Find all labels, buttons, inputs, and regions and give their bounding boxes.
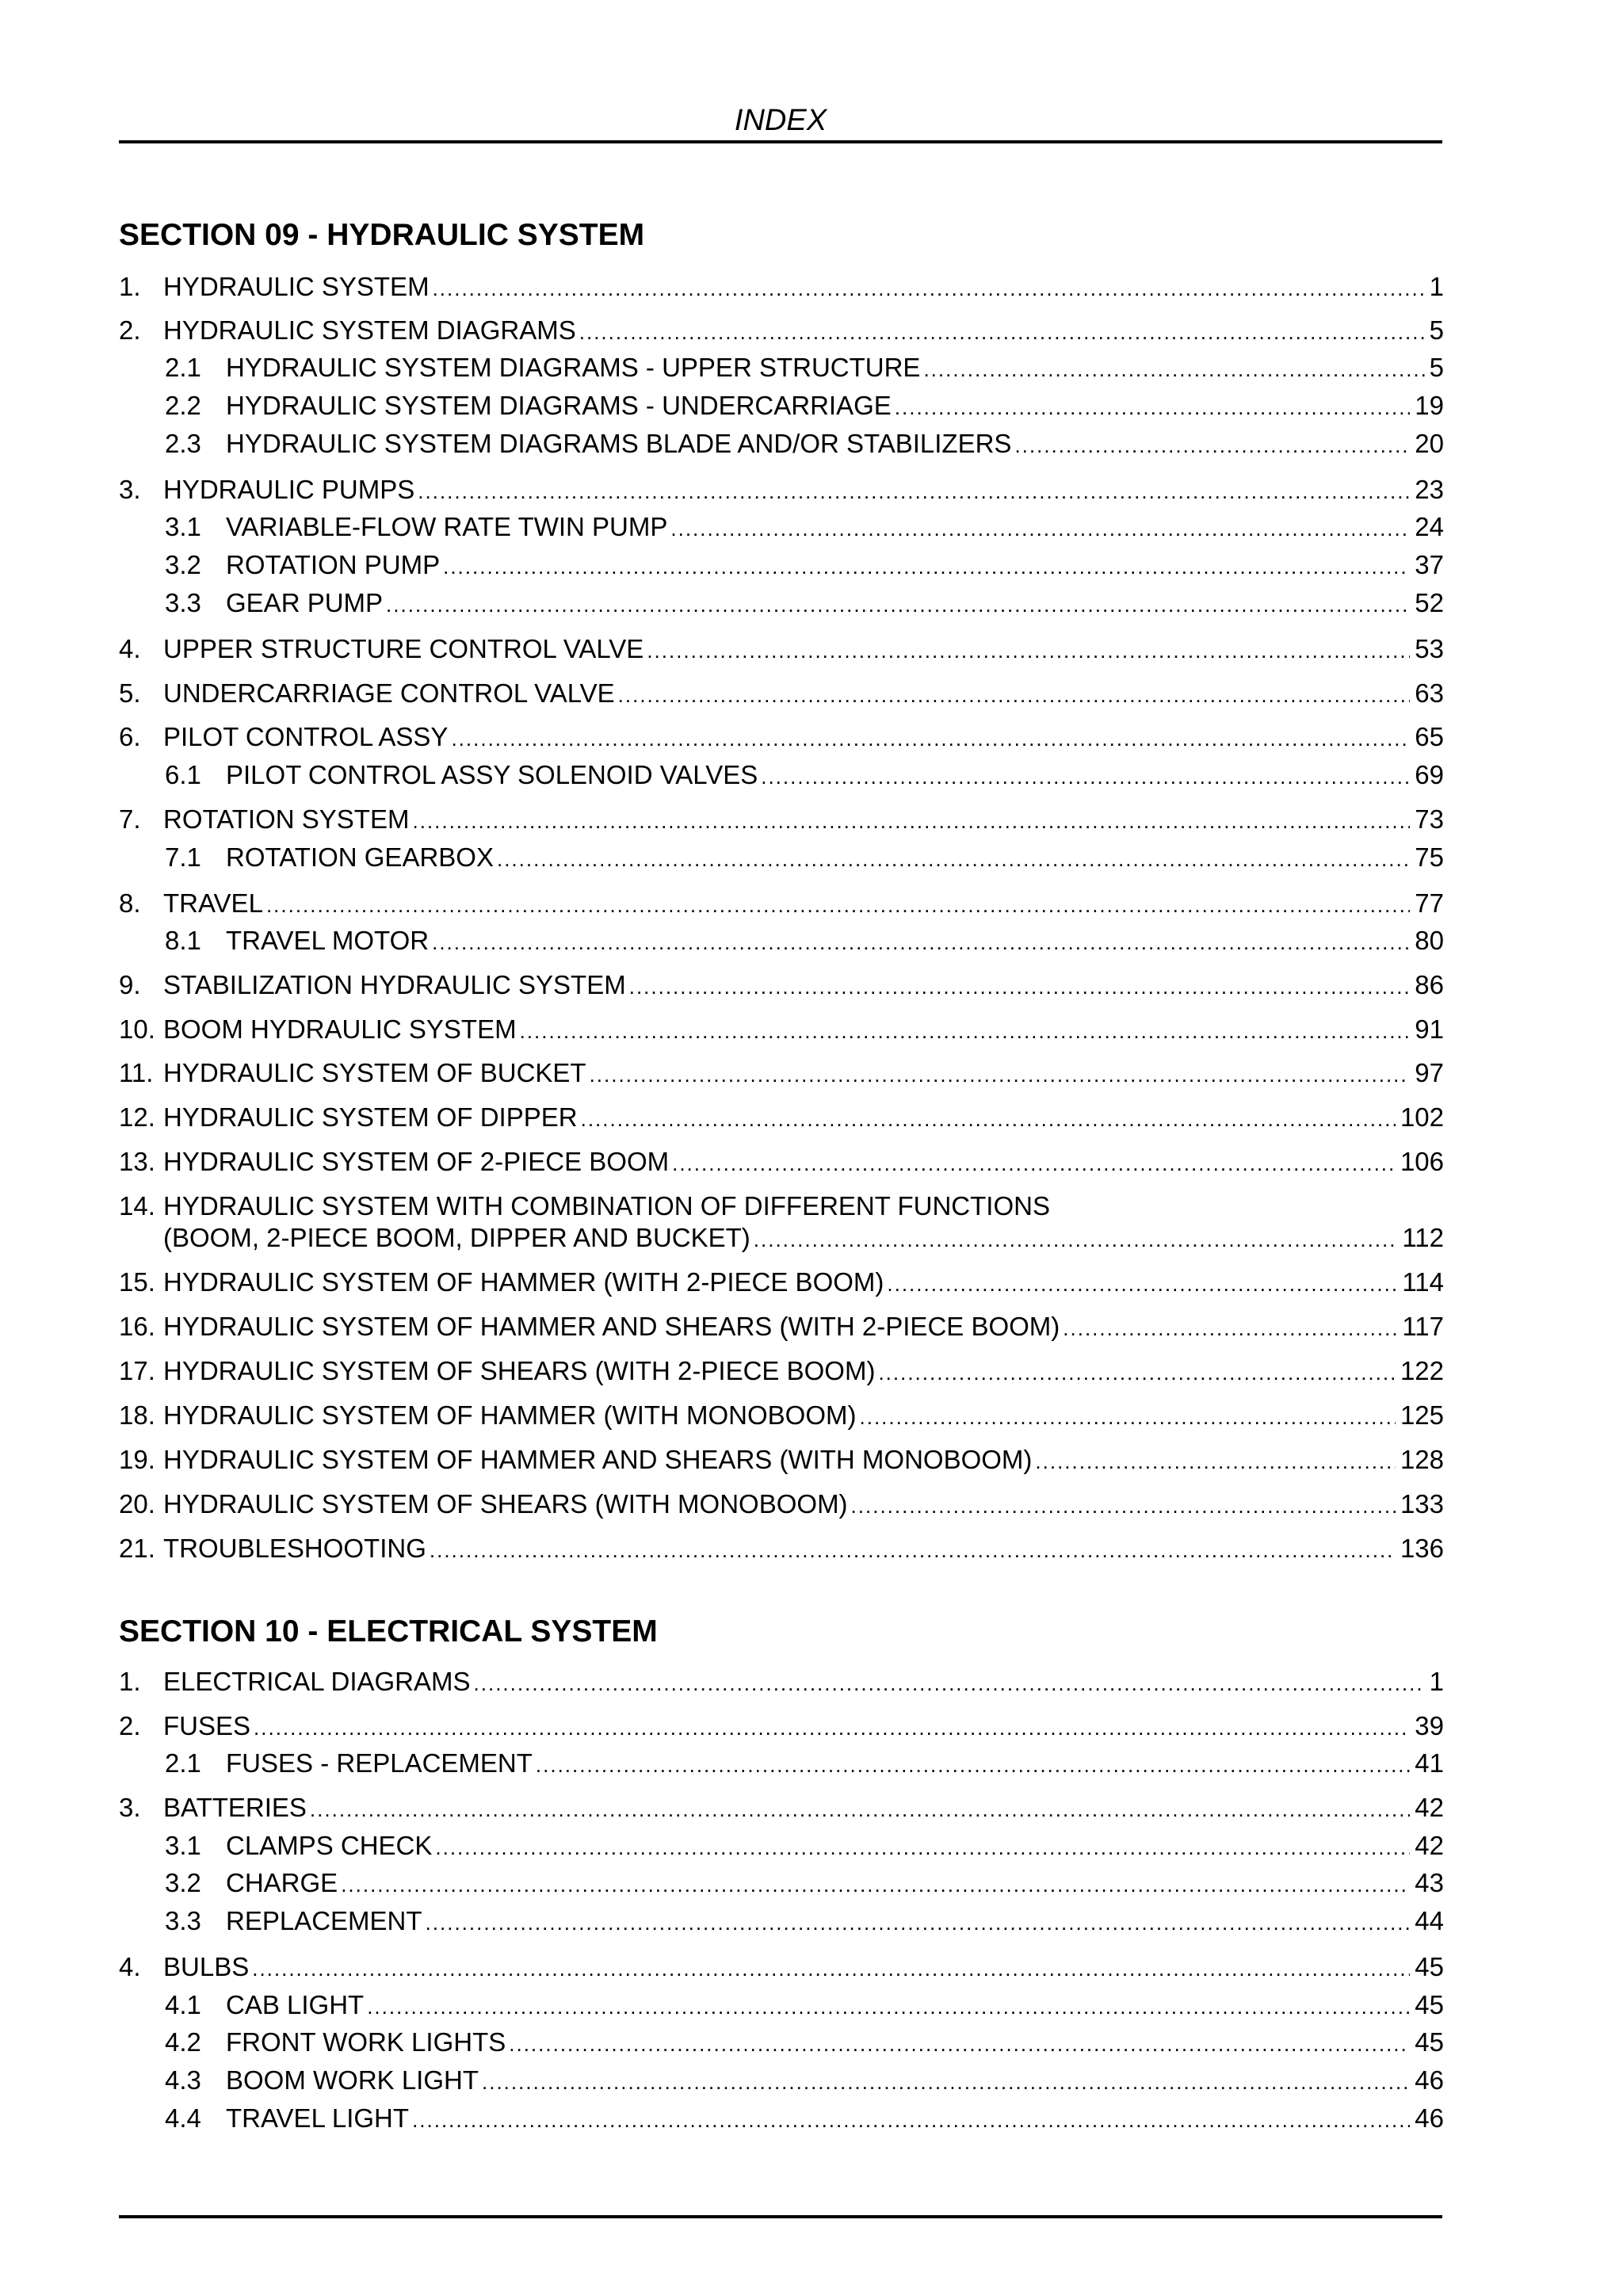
entry-title: HYDRAULIC SYSTEM DIAGRAMS - UNDERCARRIAGE	[226, 390, 895, 422]
toc-entry[interactable]	[0, 1311, 1623, 1343]
entry-number: 21.	[119, 1534, 155, 1563]
section-09-title: SECTION 09 - HYDRAULIC SYSTEM	[119, 218, 645, 252]
entry-page-number: 5	[1425, 315, 1444, 346]
dot-leader	[536, 1749, 1410, 1781]
entry-title: TRAVEL LIGHT	[226, 2103, 412, 2134]
entry-number: 3.	[119, 1793, 141, 1822]
entry-line	[226, 842, 1444, 875]
entry-line	[226, 587, 1444, 621]
entry-title: HYDRAULIC SYSTEM OF HAMMER (WITH MONOBOOM)	[163, 1400, 860, 1431]
toc-subentry[interactable]	[0, 587, 1623, 619]
dot-leader	[430, 1534, 1396, 1566]
entry-title: TROUBLESHOOTING	[163, 1533, 430, 1564]
entry-line	[163, 1146, 1444, 1179]
entry-line	[226, 511, 1444, 544]
entry-number: 1.	[119, 272, 141, 301]
entry-page-number: 122	[1396, 1355, 1444, 1387]
entry-number: 6.	[119, 722, 141, 751]
entry-page-number: 69	[1410, 759, 1444, 791]
entry-title: PILOT CONTROL ASSY SOLENOID VALVES	[226, 759, 761, 791]
toc-subentry[interactable]	[0, 925, 1623, 957]
dot-leader	[412, 805, 1410, 837]
entry-title: HYDRAULIC SYSTEM OF SHEARS (WITH 2-PIECE BOOM)	[163, 1355, 878, 1387]
dot-leader	[923, 353, 1424, 385]
entry-page-number: 45	[1410, 2027, 1444, 2058]
entry-line	[163, 1710, 1444, 1744]
toc-entry[interactable]	[0, 1102, 1623, 1133]
entry-title: CHARGE	[226, 1867, 341, 1899]
toc-entry[interactable]	[0, 271, 1623, 303]
entry-line	[163, 1222, 1444, 1255]
entry-page-number: 91	[1410, 1014, 1444, 1045]
entry-line	[163, 633, 1444, 667]
toc-entry[interactable]	[0, 1190, 1623, 1222]
toc-entry[interactable]	[0, 1951, 1623, 1983]
toc-entry[interactable]	[0, 1444, 1623, 1476]
entry-line	[226, 1989, 1444, 2023]
page-header-title: INDEX	[734, 104, 827, 137]
entry-page-number: 1	[1425, 1666, 1444, 1698]
toc-subentry[interactable]	[0, 2103, 1623, 2134]
toc-subentry[interactable]	[0, 1989, 1623, 2021]
entry-page-number: 5	[1425, 352, 1444, 384]
entry-title: HYDRAULIC SYSTEM WITH COMBINATION OF DIFFERENT FUNCTIONS	[163, 1191, 1050, 1221]
entry-number: 3.2	[165, 550, 201, 579]
entry-line	[163, 315, 1444, 348]
entry-number: 3.	[119, 475, 141, 504]
dot-leader	[761, 761, 1410, 793]
entry-number: 4.	[119, 634, 141, 663]
entry-title: HYDRAULIC SYSTEM OF HAMMER AND SHEARS (WITH MONOBOOM)	[163, 1444, 1035, 1476]
entry-line	[163, 1057, 1444, 1091]
toc-entry[interactable]	[0, 633, 1623, 665]
entry-page-number: 133	[1396, 1488, 1444, 1520]
entry-page-number: 42	[1410, 1792, 1444, 1824]
entry-number: 8.	[119, 888, 141, 918]
entry-page-number: 37	[1410, 549, 1444, 581]
toc-entry[interactable]	[0, 678, 1623, 709]
entry-line	[163, 474, 1444, 507]
entry-number: 2.2	[165, 391, 201, 420]
dot-leader	[497, 843, 1410, 875]
entry-page-number: 46	[1410, 2065, 1444, 2096]
entry-page-number: 75	[1410, 842, 1444, 873]
dot-leader	[509, 2028, 1410, 2060]
dot-leader	[887, 1268, 1397, 1300]
toc-subentry[interactable]	[0, 2065, 1623, 2096]
entry-number: 3.3	[165, 1906, 201, 1935]
toc-entry[interactable]	[0, 1057, 1623, 1089]
entry-title: HYDRAULIC SYSTEM OF BUCKET	[163, 1057, 590, 1089]
toc-entry[interactable]	[0, 969, 1623, 1001]
entry-number: 20.	[119, 1489, 155, 1519]
entry-line	[163, 969, 1444, 1003]
entry-number: 4.1	[165, 1990, 201, 2019]
dot-leader	[895, 392, 1411, 423]
entry-page-number: 86	[1410, 969, 1444, 1001]
dot-leader	[1035, 1446, 1396, 1477]
entry-number: 3.3	[165, 588, 201, 617]
entry-title: HYDRAULIC SYSTEM DIAGRAMS	[163, 315, 579, 346]
entry-page-number: 1	[1425, 271, 1444, 303]
entry-page-number: 114	[1397, 1266, 1444, 1298]
entry-title: REPLACEMENT	[226, 1905, 426, 1937]
entry-line	[163, 1444, 1444, 1477]
entry-number: 7.	[119, 804, 141, 834]
dot-leader	[754, 1224, 1398, 1255]
entry-page-number: 52	[1410, 587, 1444, 619]
entry-page-number: 43	[1410, 1867, 1444, 1899]
dot-leader	[629, 971, 1411, 1003]
dot-leader	[451, 723, 1410, 755]
entry-number: 2.1	[165, 1748, 201, 1778]
entry-title: ROTATION GEARBOX	[226, 842, 497, 873]
entry-title: TRAVEL	[163, 888, 266, 919]
entry-page-number: 45	[1410, 1989, 1444, 2021]
entry-number: 5.	[119, 678, 141, 708]
dot-leader	[860, 1401, 1396, 1433]
entry-number: 15.	[119, 1267, 155, 1297]
toc-subentry[interactable]	[0, 428, 1623, 460]
entry-number: 12.	[119, 1102, 155, 1132]
entry-number: 7.1	[165, 842, 201, 872]
entry-title: ROTATION SYSTEM	[163, 804, 412, 835]
dot-leader	[1014, 430, 1410, 461]
toc-entry[interactable]	[0, 1014, 1623, 1045]
entry-page-number: 42	[1410, 1830, 1444, 1862]
entry-line	[163, 1266, 1444, 1300]
dot-leader	[386, 589, 1410, 621]
entry-number: 2.	[119, 315, 141, 345]
entry-title: FUSES	[163, 1710, 254, 1742]
dot-leader	[254, 1712, 1410, 1744]
entry-number: 3.1	[165, 1831, 201, 1860]
entry-page-number: 136	[1396, 1533, 1444, 1564]
entry-title: ELECTRICAL DIAGRAMS	[163, 1666, 474, 1698]
entry-page-number: 39	[1410, 1710, 1444, 1742]
entry-number: 13.	[119, 1147, 155, 1176]
toc-entry[interactable]	[0, 1355, 1623, 1387]
entry-line	[163, 1533, 1444, 1566]
entry-line	[226, 549, 1444, 583]
entry-title: HYDRAULIC SYSTEM OF HAMMER AND SHEARS (WITH 2-PIECE BOOM)	[163, 1311, 1063, 1343]
entry-line	[163, 1488, 1444, 1522]
dot-leader	[367, 1991, 1410, 2023]
entry-line	[226, 2065, 1444, 2098]
entry-line	[163, 1400, 1444, 1433]
dot-leader	[266, 889, 1410, 921]
entry-page-number: 106	[1396, 1146, 1444, 1178]
entry-number: 4.3	[165, 2065, 201, 2095]
entry-page-number: 23	[1410, 474, 1444, 506]
dot-leader	[474, 1668, 1425, 1699]
entry-title: BULBS	[163, 1951, 252, 1983]
entry-page-number: 46	[1410, 2103, 1444, 2134]
toc-subentry[interactable]	[0, 2027, 1623, 2058]
entry-page-number: 73	[1410, 804, 1444, 835]
entry-page-number: 20	[1410, 428, 1444, 460]
entry-page-number: 53	[1410, 633, 1444, 665]
dot-leader	[1063, 1312, 1397, 1344]
entry-title: BOOM HYDRAULIC SYSTEM	[163, 1014, 520, 1045]
entry-line	[226, 1905, 1444, 1939]
entry-number: 3.2	[165, 1868, 201, 1897]
entry-page-number: 19	[1410, 390, 1444, 422]
entry-line	[163, 1792, 1444, 1825]
entry-number: 2.3	[165, 429, 201, 458]
entry-title: HYDRAULIC SYSTEM OF SHEARS (WITH MONOBOOM)	[163, 1488, 851, 1520]
entry-title: STABILIZATION HYDRAULIC SYSTEM	[163, 969, 629, 1001]
toc-subentry[interactable]	[0, 842, 1623, 873]
entry-line	[163, 804, 1444, 837]
dot-leader	[433, 273, 1425, 304]
entry-line	[163, 271, 1444, 304]
dot-leader	[878, 1357, 1396, 1389]
toc-entry[interactable]	[0, 315, 1623, 346]
entry-title: HYDRAULIC SYSTEM DIAGRAMS BLADE AND/OR STABILIZERS	[226, 428, 1014, 460]
entry-line	[163, 1311, 1444, 1344]
entry-title: PILOT CONTROL ASSY	[163, 721, 451, 753]
entry-title: HYDRAULIC SYSTEM DIAGRAMS - UPPER STRUCTURE	[226, 352, 923, 384]
dot-leader	[435, 1832, 1410, 1863]
entry-page-number: 45	[1410, 1951, 1444, 1983]
entry-line	[163, 1666, 1444, 1699]
entry-number: 2.	[119, 1711, 141, 1740]
toc-subentry[interactable]	[0, 390, 1623, 422]
toc-subentry[interactable]	[0, 1830, 1623, 1862]
dot-leader	[341, 1869, 1410, 1901]
entry-title: FUSES - REPLACEMENT	[226, 1748, 536, 1779]
dot-leader	[310, 1794, 1410, 1825]
toc-entry[interactable]	[0, 1710, 1623, 1742]
entry-line	[226, 428, 1444, 461]
entry-number: 4.4	[165, 2103, 201, 2133]
toc-entry[interactable]	[0, 721, 1623, 753]
entry-line	[226, 352, 1444, 385]
entry-line	[226, 1867, 1444, 1901]
entry-title-continuation: (BOOM, 2-PIECE BOOM, DIPPER AND BUCKET)	[163, 1222, 754, 1254]
entry-page-number: 63	[1410, 678, 1444, 709]
dot-leader	[581, 1103, 1396, 1135]
entry-line	[226, 759, 1444, 793]
toc-entry[interactable]	[0, 804, 1623, 835]
toc-subentry[interactable]	[0, 1748, 1623, 1779]
entry-number: 4.2	[165, 2027, 201, 2057]
entry-title: UNDERCARRIAGE CONTROL VALVE	[163, 678, 618, 709]
entry-page-number: 80	[1410, 925, 1444, 957]
entry-number: 17.	[119, 1356, 155, 1385]
entry-line	[163, 1951, 1444, 1985]
entry-number: 16.	[119, 1312, 155, 1341]
section-10-title: SECTION 10 - ELECTRICAL SYSTEM	[119, 1614, 658, 1648]
entry-number: 19.	[119, 1445, 155, 1474]
entry-title: HYDRAULIC SYSTEM OF HAMMER (WITH 2-PIECE BOOM)	[163, 1266, 887, 1298]
dot-leader	[851, 1490, 1396, 1522]
entry-number: 6.1	[165, 760, 201, 789]
toc-entry[interactable]	[0, 1666, 1623, 1698]
toc-subentry[interactable]	[0, 549, 1623, 581]
dot-leader	[520, 1015, 1411, 1047]
entry-title: BATTERIES	[163, 1792, 310, 1824]
entry-line	[163, 1355, 1444, 1389]
dot-leader	[412, 2104, 1410, 2136]
entry-title: CAB LIGHT	[226, 1989, 367, 2021]
entry-line	[163, 721, 1444, 755]
toc-entry[interactable]	[0, 1488, 1623, 1520]
entry-title: CLAMPS CHECK	[226, 1830, 435, 1862]
dot-leader	[670, 513, 1410, 544]
entry-title: UPPER STRUCTURE CONTROL VALVE	[163, 633, 647, 665]
entry-page-number: 125	[1396, 1400, 1444, 1431]
dot-leader	[618, 679, 1411, 711]
entry-title: VARIABLE-FLOW RATE TWIN PUMP	[226, 511, 670, 543]
entry-page-number: 112	[1397, 1222, 1444, 1254]
entry-line	[226, 1748, 1444, 1781]
entry-page-number: 128	[1396, 1444, 1444, 1476]
entry-title: HYDRAULIC SYSTEM	[163, 271, 433, 303]
entry-number: 1.	[119, 1667, 141, 1696]
entry-title: FRONT WORK LIGHTS	[226, 2027, 509, 2058]
toc-subentry[interactable]	[0, 1867, 1623, 1899]
entry-line	[226, 2103, 1444, 2136]
entry-number: 10.	[119, 1014, 155, 1044]
entry-page-number: 41	[1410, 1748, 1444, 1779]
entry-title: TRAVEL MOTOR	[226, 925, 432, 957]
dot-leader	[590, 1059, 1411, 1091]
entry-page-number: 44	[1410, 1905, 1444, 1937]
toc-entry[interactable]	[0, 1400, 1623, 1431]
toc-subentry[interactable]	[0, 1905, 1623, 1937]
entry-number: 8.1	[165, 926, 201, 955]
entry-number: 9.	[119, 970, 141, 999]
entry-page-number: 65	[1410, 721, 1444, 753]
toc-entry[interactable]	[0, 1533, 1623, 1564]
entry-number: 2.1	[165, 353, 201, 382]
entry-line	[226, 1830, 1444, 1863]
dot-leader	[252, 1953, 1410, 1985]
entry-number: 4.	[119, 1952, 141, 1981]
entry-page-number: 97	[1410, 1057, 1444, 1089]
entry-number: 11.	[119, 1058, 154, 1087]
footer-rule	[119, 2215, 1442, 2218]
entry-number: 14.	[119, 1191, 155, 1221]
entry-line	[226, 390, 1444, 423]
entry-line	[226, 925, 1444, 958]
toc-subentry[interactable]	[0, 352, 1623, 384]
entry-title: BOOM WORK LIGHT	[226, 2065, 482, 2096]
toc-entry[interactable]	[0, 888, 1623, 919]
entry-page-number: 77	[1410, 888, 1444, 919]
toc-entry[interactable]	[0, 474, 1623, 506]
dot-leader	[482, 2066, 1410, 2098]
dot-leader	[418, 476, 1410, 507]
toc-entry-continuation[interactable]	[0, 1222, 1623, 1254]
entry-title: GEAR PUMP	[226, 587, 386, 619]
entry-line	[163, 1014, 1444, 1047]
entry-page-number: 102	[1396, 1102, 1444, 1133]
dot-leader	[443, 551, 1410, 583]
entry-page-number: 24	[1410, 511, 1444, 543]
entry-title: ROTATION PUMP	[226, 549, 443, 581]
dot-leader	[426, 1907, 1411, 1939]
dot-leader	[432, 926, 1410, 958]
entry-title: HYDRAULIC PUMPS	[163, 474, 418, 506]
toc-entry[interactable]	[0, 1792, 1623, 1824]
dot-leader	[579, 316, 1425, 348]
entry-line	[163, 678, 1444, 711]
entry-line	[163, 888, 1444, 921]
entry-line	[163, 1102, 1444, 1135]
dot-leader	[647, 635, 1410, 667]
entry-number: 3.1	[165, 512, 201, 541]
toc-entry[interactable]	[0, 1266, 1623, 1298]
entry-line	[226, 2027, 1444, 2060]
toc-subentry[interactable]	[0, 511, 1623, 543]
dot-leader	[672, 1148, 1396, 1179]
toc-subentry[interactable]	[0, 759, 1623, 791]
toc-entry[interactable]	[0, 1146, 1623, 1178]
entry-number: 18.	[119, 1400, 155, 1430]
entry-page-number: 117	[1397, 1311, 1444, 1343]
entry-title: HYDRAULIC SYSTEM OF 2-PIECE BOOM	[163, 1146, 672, 1178]
entry-title: HYDRAULIC SYSTEM OF DIPPER	[163, 1102, 581, 1133]
